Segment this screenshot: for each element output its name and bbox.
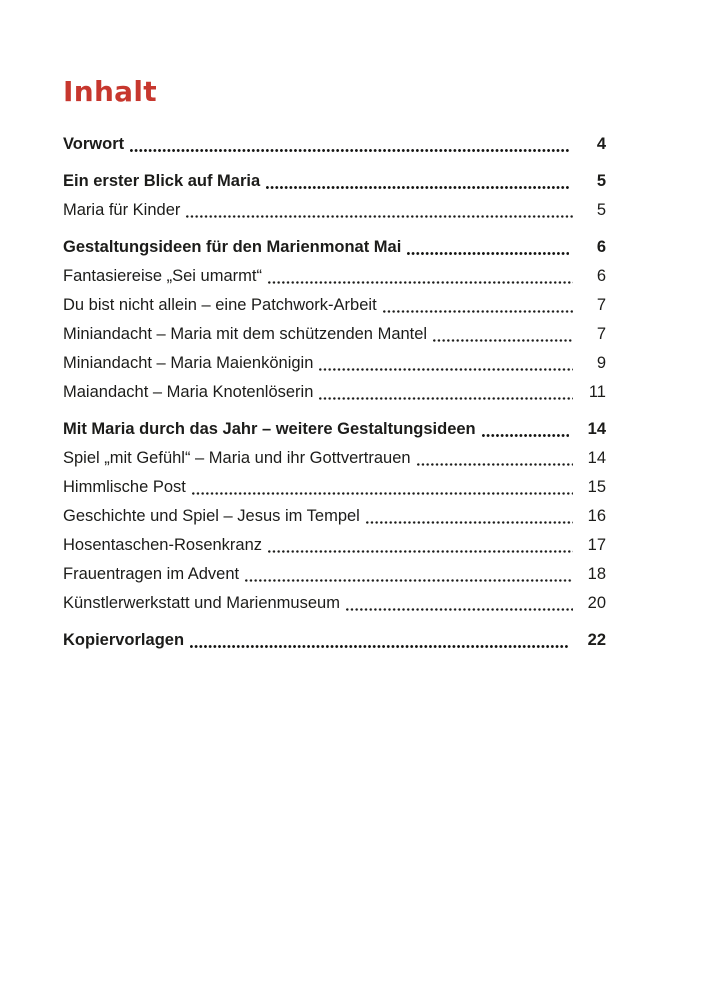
toc-entry-page: 22 (587, 631, 606, 649)
toc-section (63, 233, 606, 407)
toc-entry (63, 444, 606, 473)
toc-entry-page: 6 (596, 238, 606, 256)
toc-entry-label: Gestaltungsideen für den Marienmonat Mai (63, 238, 402, 256)
toc-entry-page: 7 (596, 325, 606, 343)
toc-entry (63, 167, 606, 196)
toc-entry-label: Frauentragen im Advent (63, 565, 240, 583)
toc-list (63, 130, 606, 655)
toc-entry-page: 14 (587, 449, 606, 467)
toc-entry-label: Maiandacht – Maria Knotenlöserin (63, 383, 314, 401)
toc-entry-label: Du bist nicht allein – eine Patchwork-Arbeit (63, 296, 377, 314)
page-title: Inhalt (63, 75, 157, 108)
toc-entry-page: 5 (596, 172, 606, 190)
toc-entry (63, 320, 606, 349)
dot-leader (268, 550, 573, 553)
dot-leader (268, 281, 573, 284)
toc-entry-label: Geschichte und Spiel – Jesus im Tempel (63, 507, 360, 525)
toc-entry-label: Ein erster Blick auf Maria (63, 172, 261, 190)
dot-leader (346, 608, 573, 611)
toc-section (63, 167, 606, 225)
dot-leader (383, 310, 573, 313)
toc-entry-label: Miniandacht – Maria mit dem schützenden Mantel (63, 325, 428, 343)
toc-entry-page: 11 (588, 383, 606, 401)
toc-entry-label: Miniandacht – Maria Maienkönigin (63, 354, 314, 372)
toc-entry-label: Vorwort (63, 135, 125, 153)
toc-entry-page: 15 (587, 478, 606, 496)
toc-section (63, 415, 606, 618)
toc-entry (63, 473, 606, 502)
toc-entry-page: 16 (587, 507, 606, 525)
toc-entry (63, 291, 606, 320)
dot-leader (245, 579, 573, 582)
toc-entry (63, 262, 606, 291)
toc-entry (63, 349, 606, 378)
dot-leader (190, 645, 569, 648)
dot-leader (266, 186, 569, 189)
toc-entry-page: 20 (587, 594, 606, 612)
toc-entry-label: Fantasiereise „Sei umarmt“ (63, 267, 262, 285)
toc-entry (63, 502, 606, 531)
toc-entry (63, 589, 606, 618)
toc-entry (63, 560, 606, 589)
toc-entry (63, 626, 606, 655)
toc-entry-page: 9 (596, 354, 606, 372)
dot-leader (319, 397, 573, 400)
toc-entry-label: Spiel „mit Gefühl“ – Maria und ihr Gottvertrauen (63, 449, 411, 467)
toc-entry-page: 17 (587, 536, 606, 554)
toc-entry-label: Maria für Kinder (63, 201, 181, 219)
toc-entry-page: 14 (587, 420, 606, 438)
toc-entry-page: 18 (587, 565, 606, 583)
toc-entry-label: Künstlerwerkstatt und Marienmuseum (63, 594, 340, 612)
dot-leader (186, 215, 573, 218)
dot-leader (319, 368, 573, 371)
dot-leader (433, 339, 573, 342)
toc-entry (63, 196, 606, 225)
toc-entry-page: 4 (596, 135, 606, 153)
toc-entry-page: 7 (596, 296, 606, 314)
dot-leader (192, 492, 573, 495)
toc-entry-page: 6 (596, 267, 606, 285)
toc-entry-label: Himmlische Post (63, 478, 186, 496)
toc-section (63, 626, 606, 655)
toc-entry-label: Mit Maria durch das Jahr – weitere Gestaltungsideen (63, 420, 476, 438)
toc-entry-page: 5 (596, 201, 606, 219)
dot-leader (407, 252, 569, 255)
toc-entry (63, 233, 606, 262)
toc-entry-label: Hosentaschen-Rosenkranz (63, 536, 263, 554)
dot-leader (366, 521, 573, 524)
toc-entry-label: Kopiervorlagen (63, 631, 185, 649)
toc-entry (63, 415, 606, 444)
toc-section (63, 130, 606, 159)
dot-leader (482, 434, 569, 437)
toc-entry (63, 130, 606, 159)
toc-content (63, 75, 606, 655)
dot-leader (417, 463, 573, 466)
toc-entry (63, 531, 606, 560)
dot-leader (130, 149, 569, 152)
toc-entry (63, 378, 606, 407)
